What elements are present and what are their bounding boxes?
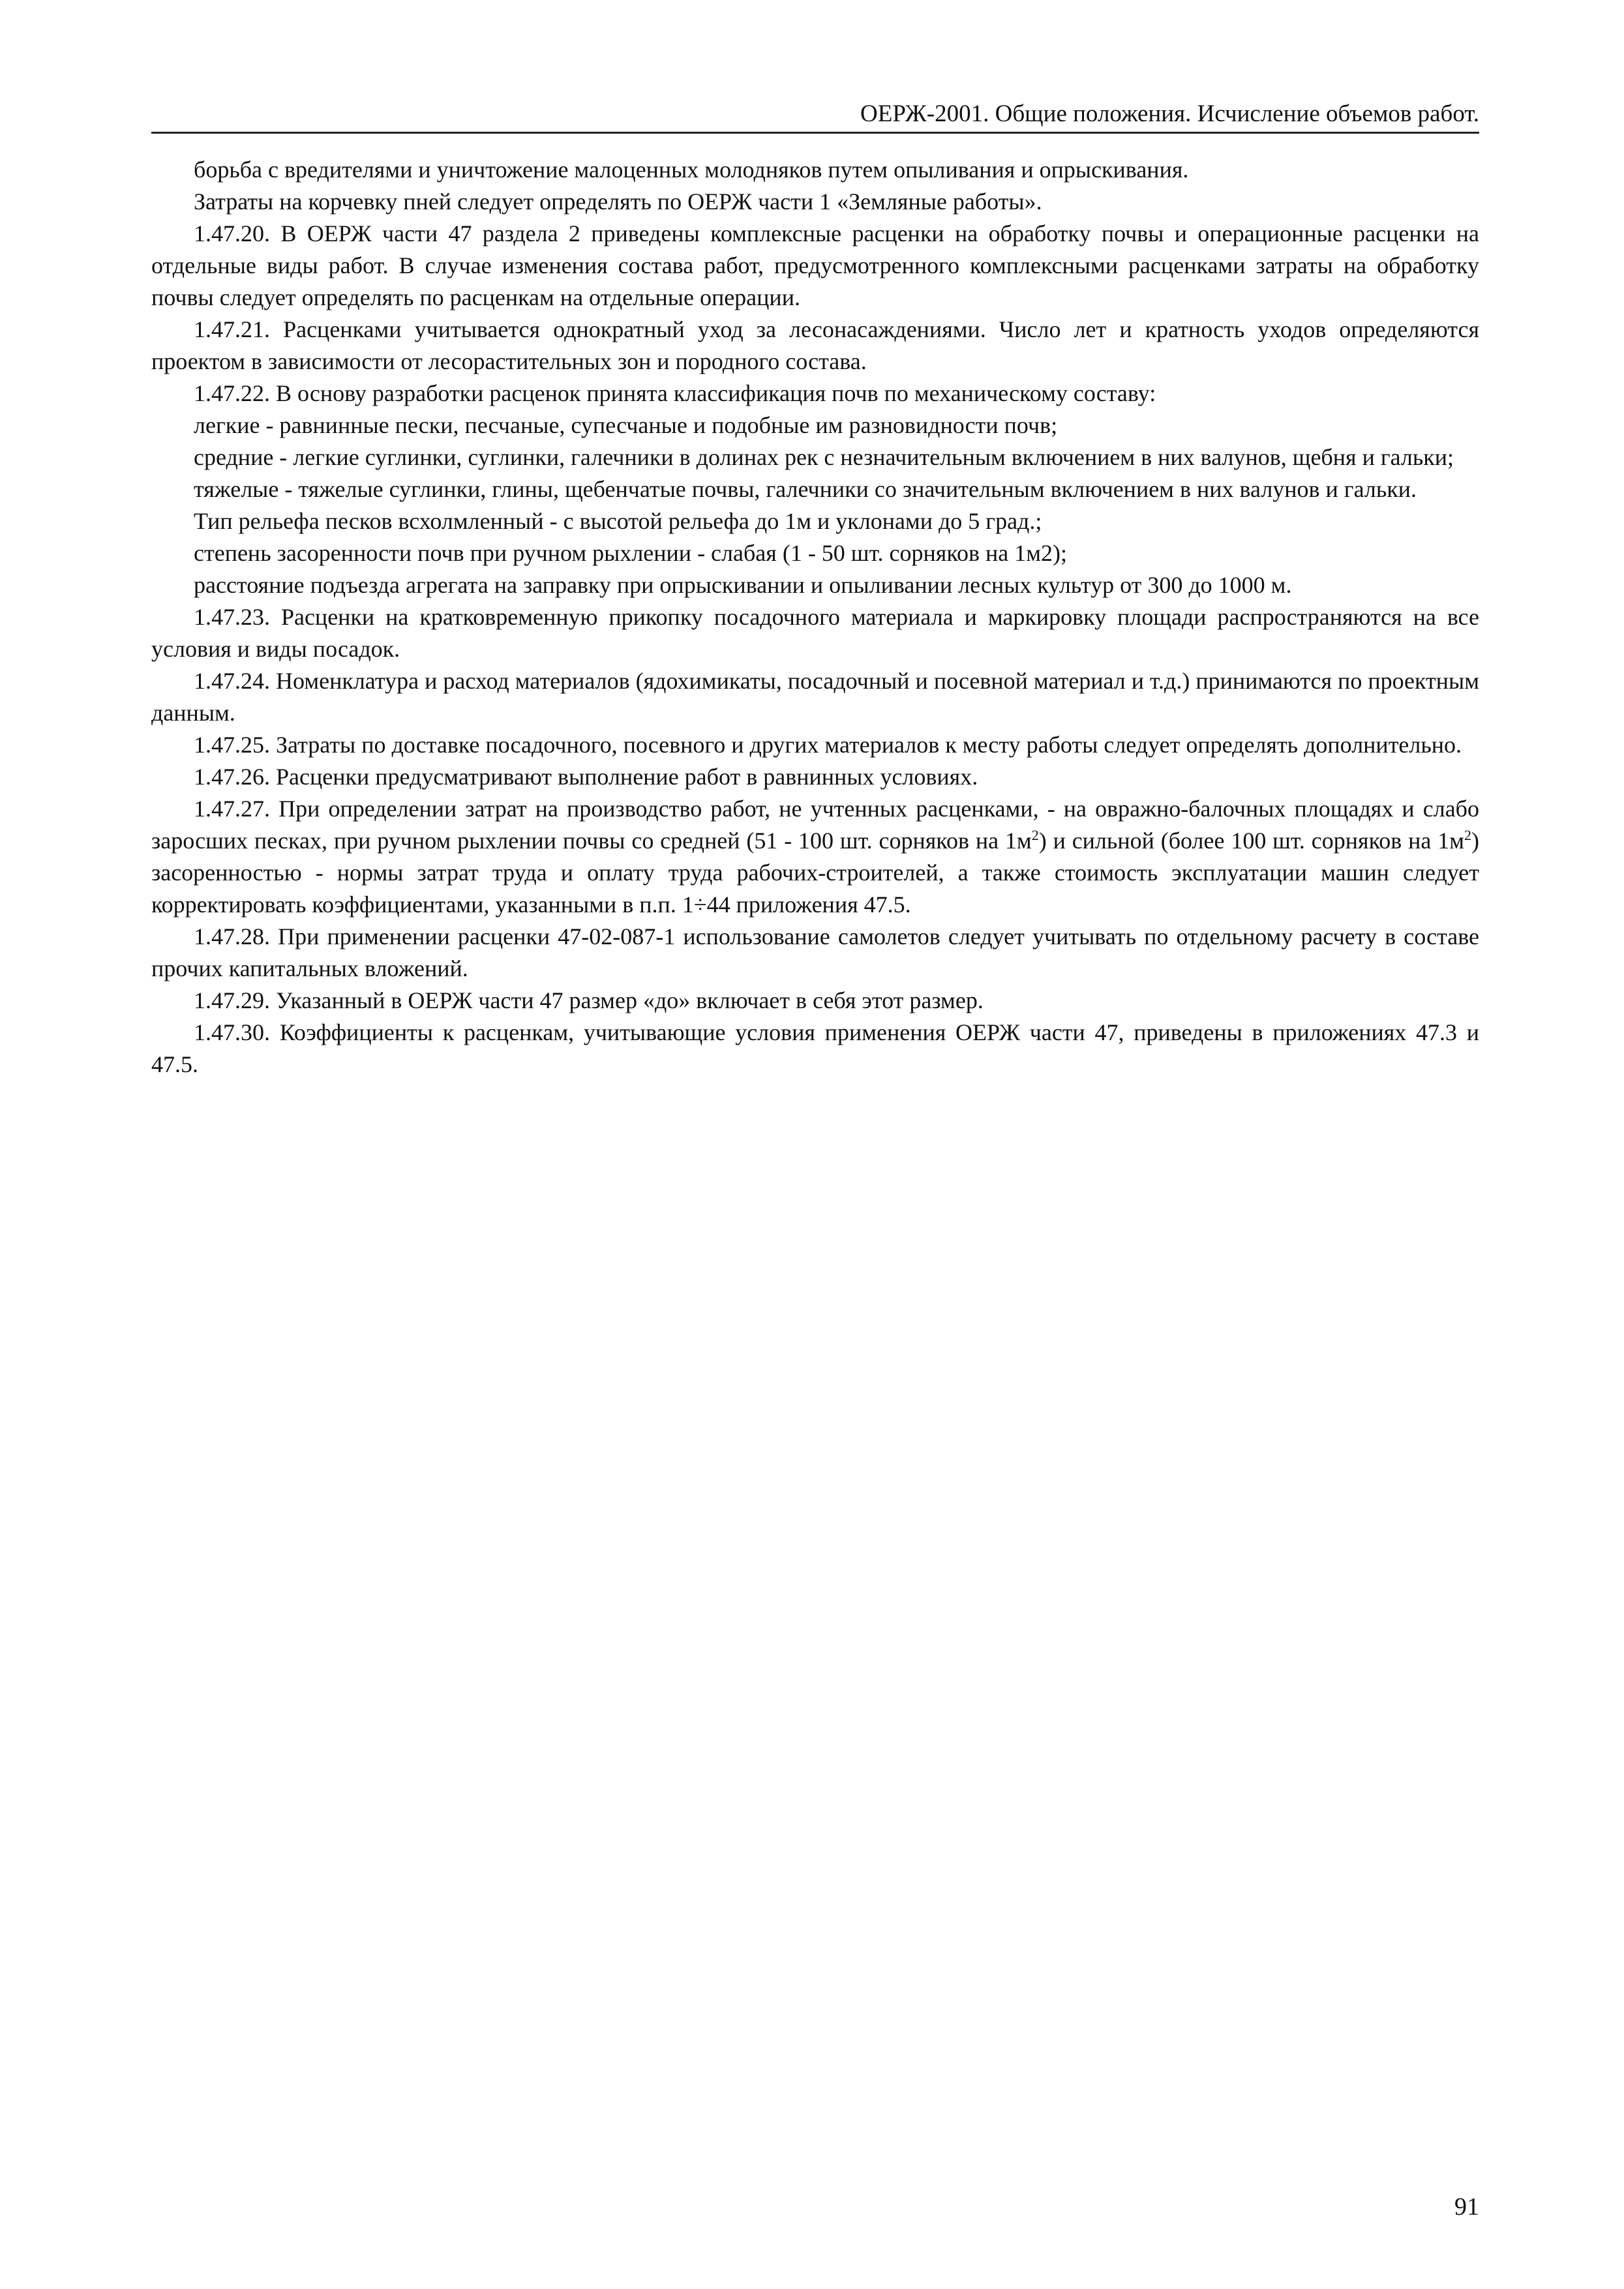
paragraph-1-47-29: 1.47.29. Указанный в ОЕРЖ части 47 размер «до» включает в себя этот размер. bbox=[194, 987, 984, 1013]
paragraph-1-47-30: 1.47.30. Коэффициенты к расценкам, учитывающие условия применения ОЕРЖ части 47, приведены в приложениях 47.3 и 47.5. bbox=[151, 1019, 1479, 1077]
paragraph-1-47-22: 1.47.22. В основу разработки расценок принята классификация почв по механическому составу: bbox=[194, 380, 1156, 406]
p27-superscript-2: 2 bbox=[1464, 827, 1471, 843]
paragraph-1-47-23: 1.47.23. Расценки на кратковременную прикопку посадочного материала и маркировку площади распространяются на все условия и виды посадок. bbox=[151, 604, 1479, 662]
paragraph-stump-removal: Затраты на корчевку пней следует определять по ОЕРЖ части 1 «Земляные работы». bbox=[194, 188, 1042, 215]
soil-class-heavy: тяжелые - тяжелые суглинки, глины, щебенчатые почвы, галечники со значительным включением в них валунов и гальки. bbox=[194, 476, 1417, 502]
running-header bbox=[151, 97, 1479, 134]
header-title: ОЕРЖ-2001. Общие положения. Исчисление объемов работ. bbox=[860, 100, 1479, 127]
paragraph-1-47-24: 1.47.24. Номенклатура и расход материалов (ядохимикаты, посадочный и посевной материал и т.д.) принимаются по проектным данным. bbox=[151, 668, 1479, 726]
soil-class-light: легкие - равнинные пески, песчаные, супесчаные и подобные им разновидности почв; bbox=[194, 412, 1058, 438]
document-body bbox=[151, 154, 1479, 1081]
p27-text-3: ) засоренностью - нормы затрат труда и оплату труда рабочих-строителей, а также стоимость эксплуатации машин следует корректировать коэффициентами, указанными в п.п. 1÷44 приложения 47.5. bbox=[151, 828, 1479, 918]
p27-text-2: ) и сильной (более 100 шт. сорняков на 1м bbox=[1038, 828, 1464, 854]
terrain-type: Тип рельефа песков всхолмленный - с высотой рельефа до 1м и уклонами до 5 град.; bbox=[194, 508, 1042, 534]
page-number: 91 bbox=[1454, 2193, 1479, 2221]
paragraph-1-47-20: 1.47.20. В ОЕРЖ части 47 раздела 2 приведены комплексные расценки на обработку почвы и операционные расценки на отдельные виды работ. В случае изменения состава работ, предусмотренного комплексными расценками затраты на обработку почвы следует определять по расценкам на отдельные операции. bbox=[151, 220, 1479, 310]
paragraph-1-47-21: 1.47.21. Расценками учитывается однократный уход за лесонасаждениями. Число лет и кратность уходов определяются проектом в зависимости от лесорастительных зон и породного состава. bbox=[151, 316, 1479, 374]
refuel-distance: расстояние подъезда агрегата на заправку при опрыскивании и опыливании лесных культур от 300 до 1000 м. bbox=[194, 572, 1292, 598]
soil-class-medium: средние - легкие суглинки, суглинки, галечники в долинах рек с незначительным включением в них валунов, щебня и гальки; bbox=[194, 444, 1454, 470]
weed-level: степень засоренности почв при ручном рыхлении - слабая (1 - 50 шт. сорняков на 1м2); bbox=[194, 540, 1068, 566]
paragraph-1-47-26: 1.47.26. Расценки предусматривают выполнение работ в равнинных условиях. bbox=[194, 764, 978, 790]
p27-text-1: 1.47.27. При определении затрат на производство работ, не учтенных расценками, - на овражно-балочных площадях и слабо заросших песках, при ручном рыхлении почвы со средней (51 - 100 шт. сорняков на 1м bbox=[151, 796, 1479, 854]
paragraph-1-47-27 bbox=[151, 793, 1479, 921]
paragraph-pest-control: борьба с вредителями и уничтожение малоценных молодняков путем опыливания и опрыскивания. bbox=[194, 157, 1189, 183]
paragraph-1-47-28: 1.47.28. При применении расценки 47-02-087-1 использование самолетов следует учитывать по отдельному расчету в составе прочих капитальных вложений. bbox=[151, 923, 1479, 981]
paragraph-1-47-25: 1.47.25. Затраты по доставке посадочного, посевного и других материалов к месту работы следует определять дополнительно. bbox=[194, 732, 1462, 758]
p27-superscript-1: 2 bbox=[1031, 827, 1039, 843]
